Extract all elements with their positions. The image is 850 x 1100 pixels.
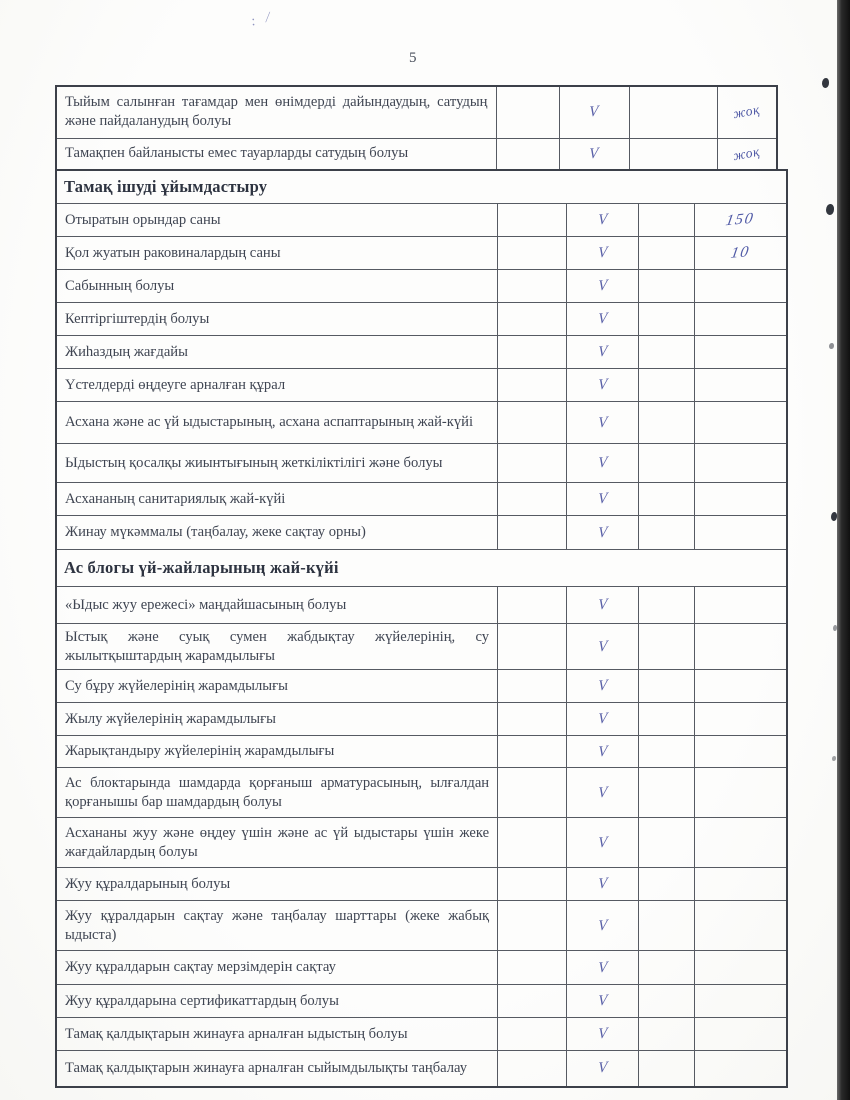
pen-checkmark: V bbox=[597, 277, 608, 295]
check-cell bbox=[566, 402, 639, 444]
table-row bbox=[56, 736, 787, 768]
note-cell bbox=[694, 703, 787, 736]
item-label: «Ыдыс жуу ережесі» маңдайшасының болуы bbox=[56, 587, 498, 624]
item-label: Су бұру жүйелерінің жарамдылығы bbox=[56, 670, 498, 703]
empty-cell bbox=[498, 1018, 567, 1051]
empty-cell bbox=[498, 736, 567, 768]
pen-checkmark: V bbox=[597, 710, 608, 728]
empty-cell bbox=[639, 868, 694, 901]
pen-checkmark: V bbox=[597, 1025, 608, 1043]
section-header: Тамақ ішуді ұйымдастыру bbox=[56, 170, 787, 204]
note-cell bbox=[694, 237, 787, 270]
check-cell bbox=[566, 204, 639, 237]
empty-cell bbox=[496, 86, 559, 138]
table-row bbox=[56, 204, 787, 237]
pen-scribble: : ∕ bbox=[249, 9, 275, 30]
check-cell bbox=[559, 86, 629, 138]
empty-cell bbox=[498, 237, 567, 270]
empty-cell bbox=[639, 402, 694, 444]
empty-cell bbox=[639, 985, 694, 1018]
item-label: Жуу құралдарын сақтау және таңбалау шарттары (жеке жабық ыдыста) bbox=[56, 901, 498, 951]
empty-cell bbox=[498, 901, 567, 951]
empty-cell bbox=[639, 516, 694, 550]
empty-cell bbox=[639, 818, 694, 868]
empty-cell bbox=[498, 985, 567, 1018]
check-cell bbox=[566, 868, 639, 901]
note-cell bbox=[694, 402, 787, 444]
check-cell bbox=[566, 818, 639, 868]
check-cell bbox=[566, 237, 639, 270]
empty-cell bbox=[639, 901, 694, 951]
page-number: 5 bbox=[409, 50, 417, 66]
check-cell bbox=[566, 736, 639, 768]
item-label: Ас блоктарында шамдарда қорғаныш арматурасының, ылғалдан қорғанышы бар шамдардың болуы bbox=[56, 768, 498, 818]
item-label: Жиһаздың жағдайы bbox=[56, 336, 498, 369]
empty-cell bbox=[639, 303, 694, 336]
item-label: Жылу жүйелерінің жарамдылығы bbox=[56, 703, 498, 736]
pen-checkmark: V bbox=[597, 376, 608, 394]
item-label: Жуу құралдарын сақтау мерзімдерін сақтау bbox=[56, 951, 498, 985]
check-cell bbox=[566, 1018, 639, 1051]
empty-cell bbox=[639, 587, 694, 624]
pen-checkmark: V bbox=[597, 490, 608, 508]
item-label: Жуу құралдарына сертификаттардың болуы bbox=[56, 985, 498, 1018]
note-cell bbox=[694, 1018, 787, 1051]
pen-checkmark: V bbox=[597, 742, 608, 761]
empty-cell bbox=[498, 516, 567, 550]
empty-cell bbox=[498, 768, 567, 818]
section-header-row bbox=[56, 170, 787, 204]
empty-cell bbox=[629, 138, 717, 169]
table-row bbox=[56, 670, 787, 703]
table-row bbox=[56, 303, 787, 336]
empty-cell bbox=[498, 270, 567, 303]
scanner-edge-shadow bbox=[837, 0, 850, 1100]
empty-cell bbox=[639, 270, 694, 303]
table-row bbox=[56, 483, 787, 516]
table-row bbox=[56, 901, 787, 951]
item-label: Жинау мүкәммалы (таңбалау, жеке сақтау орны) bbox=[56, 516, 498, 550]
note-cell bbox=[694, 1051, 787, 1087]
check-cell bbox=[559, 138, 629, 169]
inspection-checklist-table bbox=[55, 85, 788, 1088]
check-cell bbox=[566, 1051, 639, 1087]
note-cell bbox=[694, 270, 787, 303]
check-cell bbox=[566, 670, 639, 703]
empty-cell bbox=[639, 951, 694, 985]
note-cell bbox=[694, 483, 787, 516]
note-cell bbox=[694, 868, 787, 901]
empty-cell bbox=[498, 402, 567, 444]
empty-cell bbox=[639, 204, 694, 237]
item-label: Тамақ қалдықтарын жинауға арналған сыйымдылықты таңбалау bbox=[56, 1051, 498, 1087]
check-cell bbox=[566, 270, 639, 303]
empty-cell bbox=[498, 868, 567, 901]
item-label: Жарықтандыру жүйелерінің жарамдылығы bbox=[56, 736, 498, 768]
note-cell bbox=[694, 670, 787, 703]
table-row bbox=[56, 624, 787, 670]
pen-checkmark: V bbox=[597, 343, 608, 361]
empty-cell bbox=[496, 138, 559, 169]
note-cell bbox=[694, 624, 787, 670]
empty-cell bbox=[498, 624, 567, 670]
scan-artifact bbox=[826, 204, 834, 215]
table-row bbox=[56, 768, 787, 818]
check-cell bbox=[566, 587, 639, 624]
section-header: Ас блогы үй-жайларының жай-күйі bbox=[56, 550, 787, 587]
check-cell bbox=[566, 768, 639, 818]
table-row bbox=[56, 270, 787, 303]
check-cell bbox=[566, 516, 639, 550]
scan-artifact bbox=[822, 78, 829, 88]
checklist-table-main bbox=[55, 169, 788, 1088]
check-cell bbox=[566, 901, 639, 951]
empty-cell bbox=[639, 444, 694, 483]
handwritten-note: жоқ bbox=[732, 102, 762, 122]
item-label: Асхананың санитариялық жай-күйі bbox=[56, 483, 498, 516]
note-cell bbox=[717, 86, 777, 138]
empty-cell bbox=[498, 818, 567, 868]
note-cell bbox=[694, 985, 787, 1018]
empty-cell bbox=[498, 204, 567, 237]
item-label: Қол жуатын раковиналардың саны bbox=[56, 237, 498, 270]
empty-cell bbox=[639, 369, 694, 402]
item-label: Тамақпен байланысты емес тауарларды сатудың болуы bbox=[56, 138, 496, 169]
pen-checkmark: V bbox=[597, 1059, 608, 1077]
check-cell bbox=[566, 703, 639, 736]
pen-checkmark: V bbox=[597, 992, 608, 1010]
check-cell bbox=[566, 624, 639, 670]
handwritten-note: 150 bbox=[724, 209, 756, 230]
note-cell bbox=[694, 444, 787, 483]
check-cell bbox=[566, 985, 639, 1018]
table-row bbox=[56, 369, 787, 402]
scan-artifact bbox=[829, 343, 834, 349]
check-cell bbox=[566, 369, 639, 402]
empty-cell bbox=[639, 237, 694, 270]
note-cell bbox=[694, 336, 787, 369]
empty-cell bbox=[498, 1051, 567, 1087]
item-label: Асхана және ас үй ыдыстарының, асхана аспаптарының жай-күйі bbox=[56, 402, 498, 444]
note-cell bbox=[694, 303, 787, 336]
item-label: Тамақ қалдықтарын жинауға арналған ыдыстың болуы bbox=[56, 1018, 498, 1051]
pen-checkmark: V bbox=[597, 677, 608, 695]
pen-checkmark: V bbox=[597, 310, 608, 328]
note-cell bbox=[694, 204, 787, 237]
pen-checkmark: V bbox=[597, 833, 608, 852]
empty-cell bbox=[498, 703, 567, 736]
item-label: Отыратын орындар саны bbox=[56, 204, 498, 237]
empty-cell bbox=[639, 1018, 694, 1051]
handwritten-note: жоқ bbox=[732, 143, 762, 163]
item-label: Ыстық және суық сумен жабдықтау жүйелерінің, су жылытқыштардың жарамдылығы bbox=[56, 624, 498, 670]
pen-checkmark: V bbox=[597, 916, 608, 935]
table-row bbox=[56, 868, 787, 901]
empty-cell bbox=[639, 1051, 694, 1087]
table-row bbox=[56, 402, 787, 444]
note-cell bbox=[694, 901, 787, 951]
pen-checkmark: V bbox=[597, 523, 608, 542]
empty-cell bbox=[498, 587, 567, 624]
item-label: Тыйым салынған тағамдар мен өнімдерді дайындаудың, сатудың және пайдаланудың болуы bbox=[56, 86, 496, 138]
item-label: Кептіргіштердің болуы bbox=[56, 303, 498, 336]
checklist-table-top bbox=[55, 85, 778, 170]
pen-checkmark: V bbox=[597, 244, 608, 262]
check-cell bbox=[566, 336, 639, 369]
empty-cell bbox=[639, 624, 694, 670]
section-header-row bbox=[56, 550, 787, 587]
pen-checkmark: V bbox=[597, 783, 608, 802]
empty-cell bbox=[498, 670, 567, 703]
table-row bbox=[56, 1018, 787, 1051]
table-row bbox=[56, 1051, 787, 1087]
check-cell bbox=[566, 444, 639, 483]
note-cell bbox=[694, 587, 787, 624]
note-cell bbox=[694, 951, 787, 985]
pen-checkmark: V bbox=[597, 211, 608, 229]
table-row bbox=[56, 138, 777, 169]
table-row bbox=[56, 516, 787, 550]
empty-cell bbox=[498, 303, 567, 336]
item-label: Асхананы жуу және өңдеу үшін және ас үй ыдыстары үшін жеке жағдайлардың болуы bbox=[56, 818, 498, 868]
item-label: Сабынның болуы bbox=[56, 270, 498, 303]
scan-artifact bbox=[831, 512, 837, 521]
table-row bbox=[56, 86, 777, 138]
pen-checkmark: V bbox=[597, 596, 608, 614]
table-row bbox=[56, 336, 787, 369]
scan-artifact bbox=[833, 625, 837, 631]
table-row bbox=[56, 703, 787, 736]
note-cell bbox=[694, 818, 787, 868]
note-cell bbox=[694, 736, 787, 768]
empty-cell bbox=[498, 483, 567, 516]
empty-cell bbox=[498, 336, 567, 369]
pen-checkmark: V bbox=[597, 454, 608, 472]
pen-checkmark: V bbox=[597, 875, 608, 893]
table-row bbox=[56, 587, 787, 624]
pen-checkmark: V bbox=[597, 637, 608, 656]
note-cell bbox=[694, 516, 787, 550]
handwritten-note: 10 bbox=[729, 243, 752, 262]
table-row bbox=[56, 237, 787, 270]
empty-cell bbox=[639, 736, 694, 768]
item-label: Ыдыстың қосалқы жиынтығының жеткіліктілігі және болуы bbox=[56, 444, 498, 483]
check-cell bbox=[566, 483, 639, 516]
note-cell bbox=[694, 369, 787, 402]
empty-cell bbox=[498, 951, 567, 985]
item-label: Жуу құралдарының болуы bbox=[56, 868, 498, 901]
pen-checkmark: V bbox=[589, 144, 599, 163]
scan-artifact bbox=[832, 756, 836, 761]
empty-cell bbox=[629, 86, 717, 138]
empty-cell bbox=[498, 444, 567, 483]
empty-cell bbox=[639, 670, 694, 703]
empty-cell bbox=[639, 768, 694, 818]
note-cell bbox=[694, 768, 787, 818]
empty-cell bbox=[639, 483, 694, 516]
table-row bbox=[56, 444, 787, 483]
pen-checkmark: V bbox=[597, 413, 608, 432]
pen-checkmark: V bbox=[597, 958, 608, 977]
empty-cell bbox=[639, 703, 694, 736]
table-row bbox=[56, 985, 787, 1018]
pen-checkmark: V bbox=[589, 103, 599, 121]
note-cell bbox=[717, 138, 777, 169]
item-label: Үстелдерді өңдеуге арналған құрал bbox=[56, 369, 498, 402]
check-cell bbox=[566, 951, 639, 985]
check-cell bbox=[566, 303, 639, 336]
empty-cell bbox=[498, 369, 567, 402]
empty-cell bbox=[639, 336, 694, 369]
table-row bbox=[56, 951, 787, 985]
table-row bbox=[56, 818, 787, 868]
